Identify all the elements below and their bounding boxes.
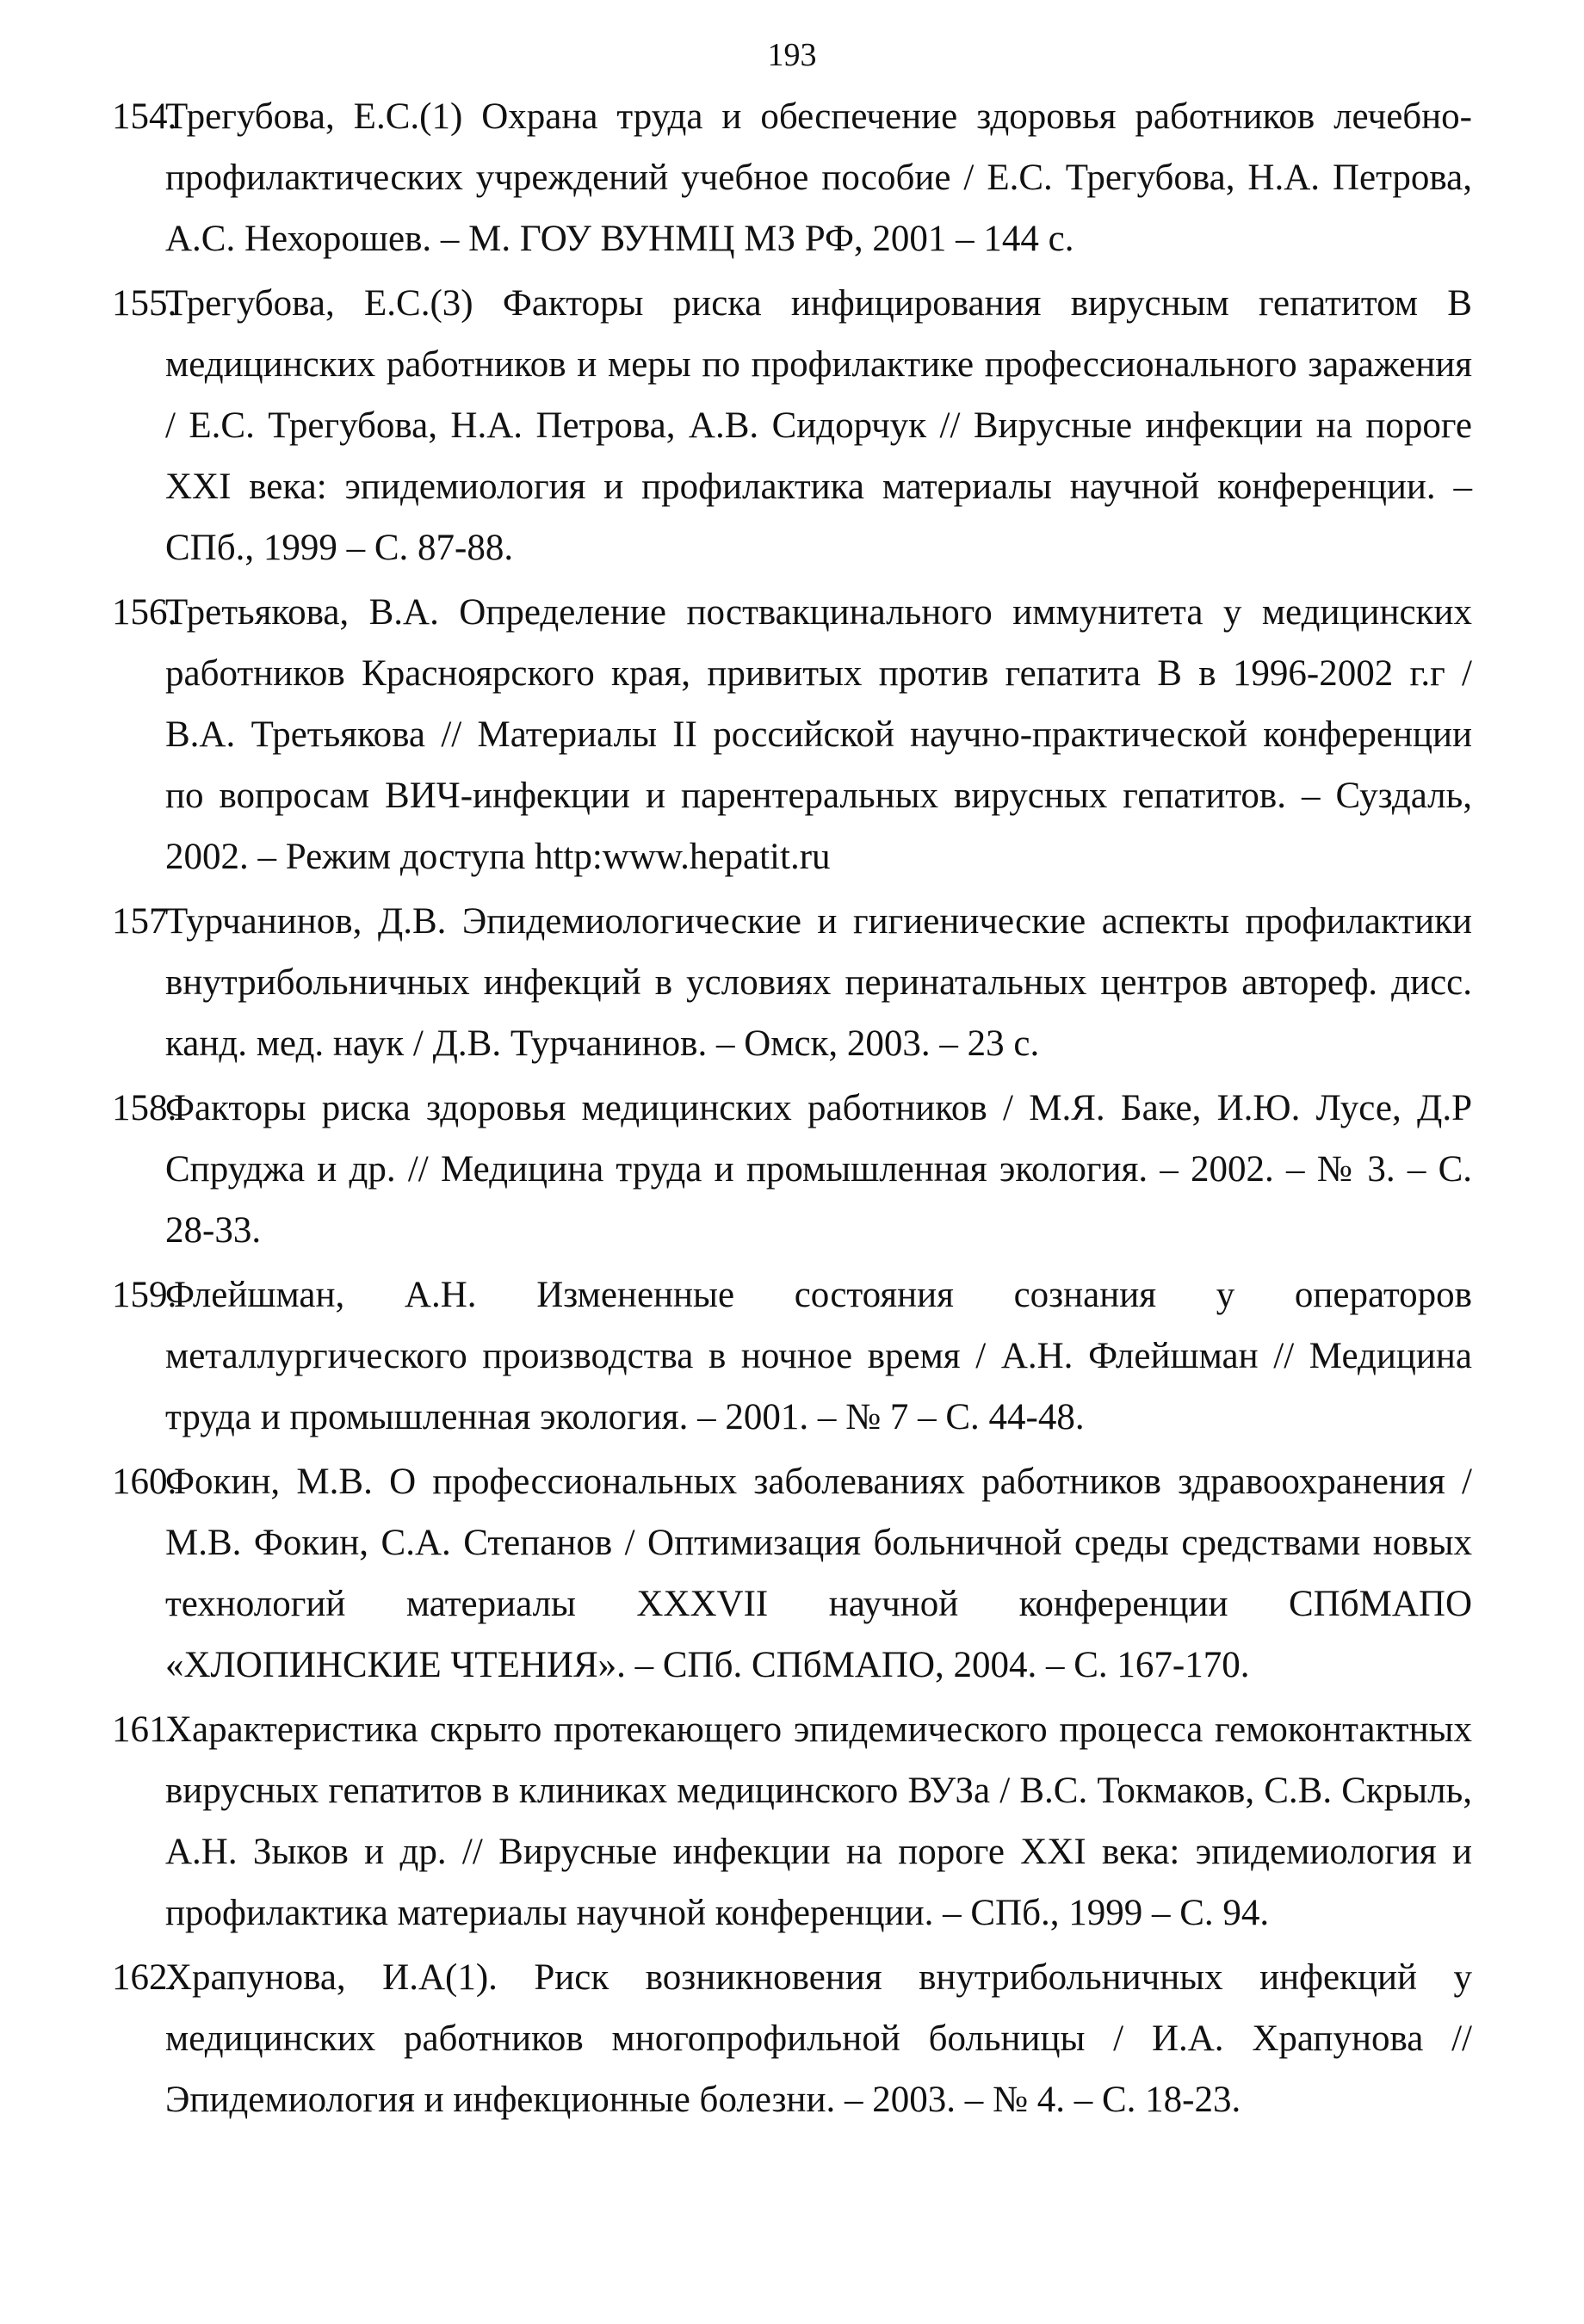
bibliography-entry-160 [112, 1451, 1472, 1696]
entry-number: 154. [112, 96, 177, 137]
entry-text: Флейшман, А.Н. Измененные состояния сознания у операторов металлургического производства в ночное время / А.Н. Флейшман // Медицина труда и промышленная экология. – 2001. – № 7 – С. 44-48. [165, 1275, 1472, 1437]
entry-number: 157 [112, 901, 168, 942]
entry-text: Факторы риска здоровья медицинских работников / М.Я. Баке, И.Ю. Лусе, Д.Р Спруджа и др. // Медицина труда и промышленная экология. – 2002. – № 3. – С. 28-33. [165, 1088, 1472, 1251]
bibliography-entry-159 [112, 1264, 1472, 1448]
bibliography-entry-154 [112, 86, 1472, 269]
bibliography-entry-158 [112, 1078, 1472, 1261]
entry-text: Трегубова, Е.С.(1) Охрана труда и обеспечение здоровья работников лечебно-профилактических учреждений учебное пособие / Е.С. Трегубова, Н.А. Петрова, А.С. Нехорошев. – М. ГОУ ВУНМЦ МЗ РФ, 2001 – 144 с. [165, 96, 1472, 259]
entry-number: 159. [112, 1275, 177, 1315]
entry-text: Турчанинов, Д.В. Эпидемиологические и гигиенические аспекты профилактики внутрибольничных инфекций в условиях перинатальных центров автореф. дисс. канд. мед. наук / Д.В. Турчанинов. – Омск, 2003. – 23 с. [165, 901, 1472, 1064]
entry-number: 155. [112, 283, 177, 324]
bibliography-entry-161 [112, 1699, 1472, 1944]
page-number: 193 [767, 37, 817, 73]
entry-text: Трегубова, Е.С.(3) Факторы риска инфицирования вирусным гепатитом В медицинских работников и меры по профилактике профессионального заражения / Е.С. Трегубова, Н.А. Петрова, А.В. Сидорчук // Вирусные инфекции на пороге XXI века: эпидемиология и профилактика материалы научной конференции. – СПб., 1999 – С. 87-88. [165, 283, 1472, 568]
entry-number: 161. [112, 1709, 177, 1750]
entry-text: Характеристика скрыто протекающего эпидемического процесса гемоконтактных вирусных гепатитов в клиниках медицинского ВУЗа / В.С. Токмаков, С.В. Скрыль, А.Н. Зыков и др. // Вирусные инфекции на пороге XXI века: эпидемиология и профилактика материалы научной конференции. – СПб., 1999 – С. 94. [165, 1709, 1472, 1933]
entry-number: 158. [112, 1088, 177, 1128]
entry-text: Храпунова, И.А(1). Риск возникновения внутрибольничных инфекций у медицинских работников многопрофильной больницы / И.А. Храпунова // Эпидемиология и инфекционные болезни. – 2003. – № 4. – С. 18-23. [165, 1957, 1472, 2120]
bibliography-entry-156 [112, 582, 1472, 887]
entry-number: 162. [112, 1957, 177, 1998]
bibliography-entry-155 [112, 273, 1472, 578]
bibliography-entry-162 [112, 1947, 1472, 2130]
entry-number: 160. [112, 1462, 177, 1502]
entry-text: Третьякова, В.А. Определение поствакцинального иммунитета у медицинских работников Красноярского края, привитых против гепатита В в 1996-2002 г.г / В.А. Третьякова // Материалы II российской научно-практической конференции по вопросам ВИЧ-инфекции и парентеральных вирусных гепатитов. – Суздаль, 2002. – Режим доступа http:www.hepatit.ru [165, 592, 1472, 877]
entry-number: 156. [112, 592, 177, 633]
bibliography-entry-157 [112, 891, 1472, 1074]
entry-text: Фокин, М.В. О профессиональных заболеваниях работников здравоохранения / М.В. Фокин, С.А. Степанов / Оптимизация больничной среды средствами новых технологий материалы XXXVII научной конференции СПбМАПО «ХЛОПИНСКИЕ ЧТЕНИЯ». – СПб. СПбМАПО, 2004. – С. 167-170. [165, 1462, 1472, 1685]
bibliography-list [112, 86, 1472, 2134]
